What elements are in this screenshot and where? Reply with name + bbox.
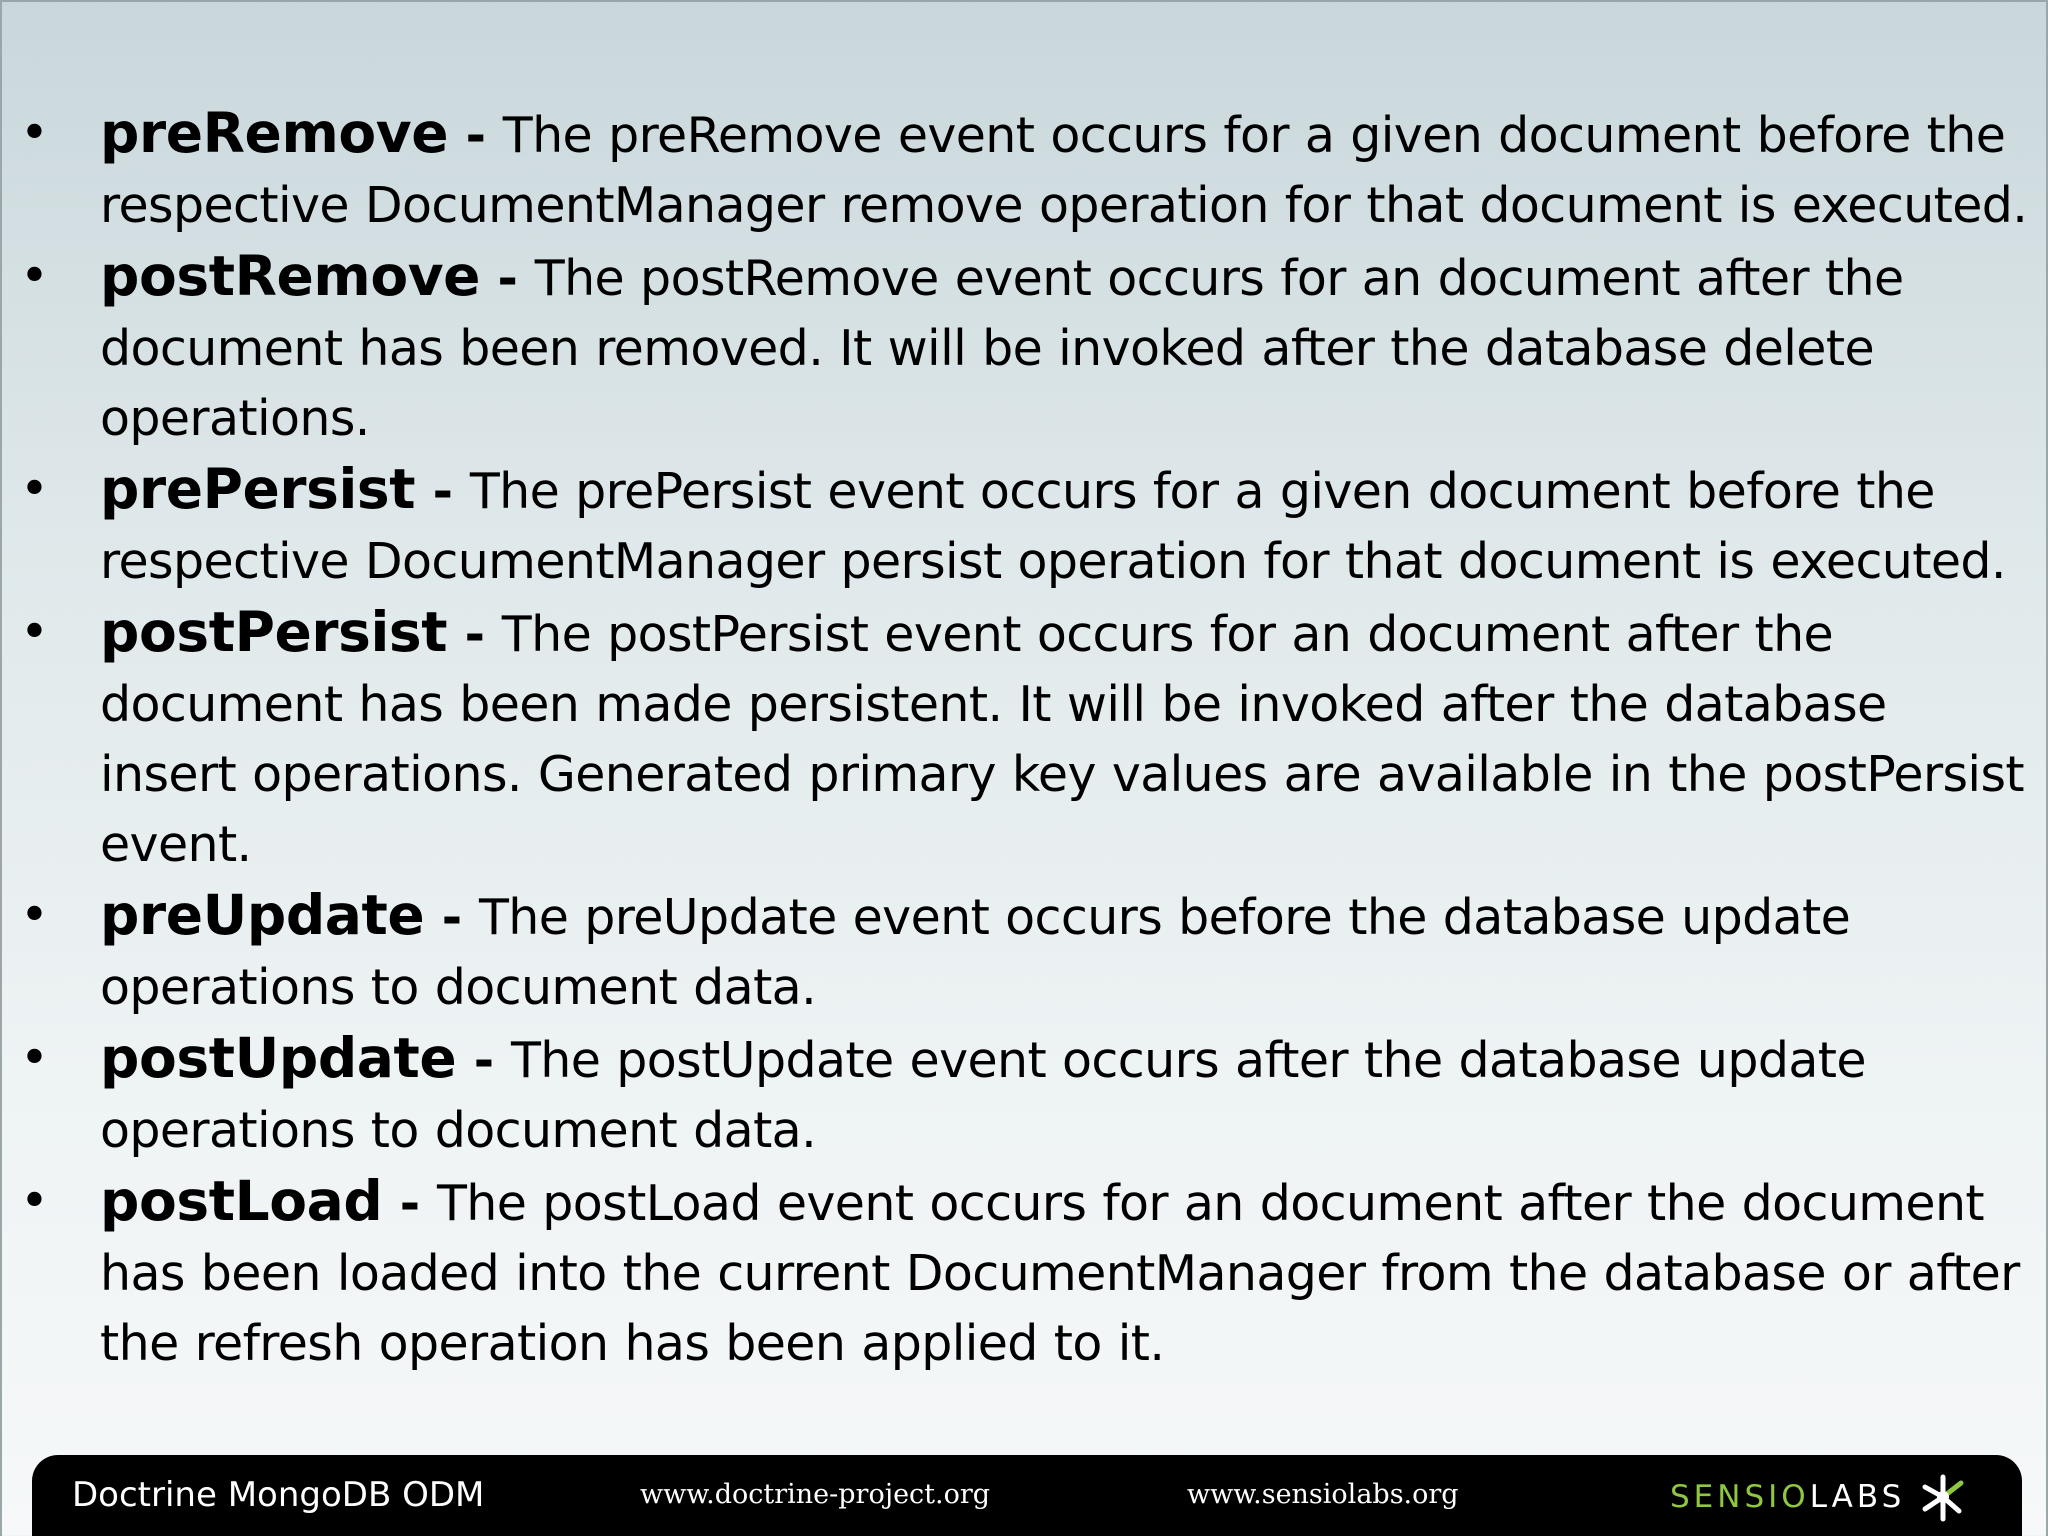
- separator: -: [480, 250, 535, 307]
- brand-labs-text: LABS: [1809, 1479, 1906, 1515]
- event-description: The postUpdate event occurs after the database update operations to document data.: [100, 1032, 1866, 1159]
- list-item-preupdate: [2, 880, 2048, 1023]
- list-item-postpersist: [2, 597, 2048, 880]
- separator: -: [415, 463, 470, 520]
- event-term: preUpdate: [100, 883, 425, 947]
- doctrine-project-link[interactable]: www.doctrine-project.org: [640, 1479, 991, 1510]
- event-description: The preUpdate event occurs before the database update operations to document data.: [100, 889, 1851, 1016]
- event-description: The postRemove event occurs for an document after the document has been removed. It will be invoked after the database delete operations.: [100, 250, 1904, 447]
- separator: -: [456, 1032, 511, 1089]
- list-item-postremove: [2, 241, 2048, 454]
- event-description: The postLoad event occurs for an document after the document has been loaded into the current DocumentManager from the database or after the refresh operation has been applied to it.: [100, 1175, 2020, 1372]
- list-item-postupdate: [2, 1023, 2048, 1166]
- bullet-icon: •: [20, 104, 49, 161]
- bullet-icon: •: [20, 886, 49, 943]
- brand-sensio-text: SENSIO: [1670, 1479, 1810, 1515]
- event-term: preRemove: [100, 101, 449, 165]
- list-item-preremove: [2, 98, 2048, 241]
- sensiolabs-logo: [1670, 1475, 1971, 1519]
- event-list: [2, 98, 2048, 1379]
- sensiolabs-asterisk-icon: [1915, 1469, 1971, 1525]
- separator: -: [424, 889, 479, 946]
- separator: -: [448, 107, 503, 164]
- event-description: The postPersist event occurs for an document after the document has been made persistent. It will be invoked after the database insert operations. Generated primary key values are available in the postPersist event.: [100, 606, 2024, 873]
- event-term: postRemove: [100, 244, 481, 308]
- event-term: postLoad: [100, 1169, 383, 1233]
- event-description: The preRemove event occurs for a given document before the respective DocumentManager remove operation for that document is executed.: [100, 107, 2028, 234]
- separator: -: [447, 606, 502, 663]
- bullet-icon: •: [20, 460, 49, 517]
- list-item-postload: [2, 1166, 2048, 1379]
- bullet-icon: •: [20, 247, 49, 304]
- sensiolabs-link[interactable]: www.sensiolabs.org: [1187, 1479, 1459, 1510]
- bullet-icon: •: [20, 603, 49, 660]
- footer-bar: [32, 1455, 2022, 1536]
- footer-title: Doctrine MongoDB ODM: [72, 1475, 485, 1515]
- event-term: postUpdate: [100, 1026, 457, 1090]
- bullet-icon: •: [20, 1029, 49, 1086]
- bullet-icon: •: [20, 1172, 49, 1229]
- event-term: prePersist: [100, 457, 416, 521]
- event-description: The prePersist event occurs for a given document before the respective DocumentManager persist operation for that document is executed.: [100, 463, 2006, 590]
- separator: -: [382, 1175, 437, 1232]
- slide: [2, 2, 2048, 1536]
- list-item-prepersist: [2, 454, 2048, 597]
- event-term: postPersist: [100, 600, 448, 664]
